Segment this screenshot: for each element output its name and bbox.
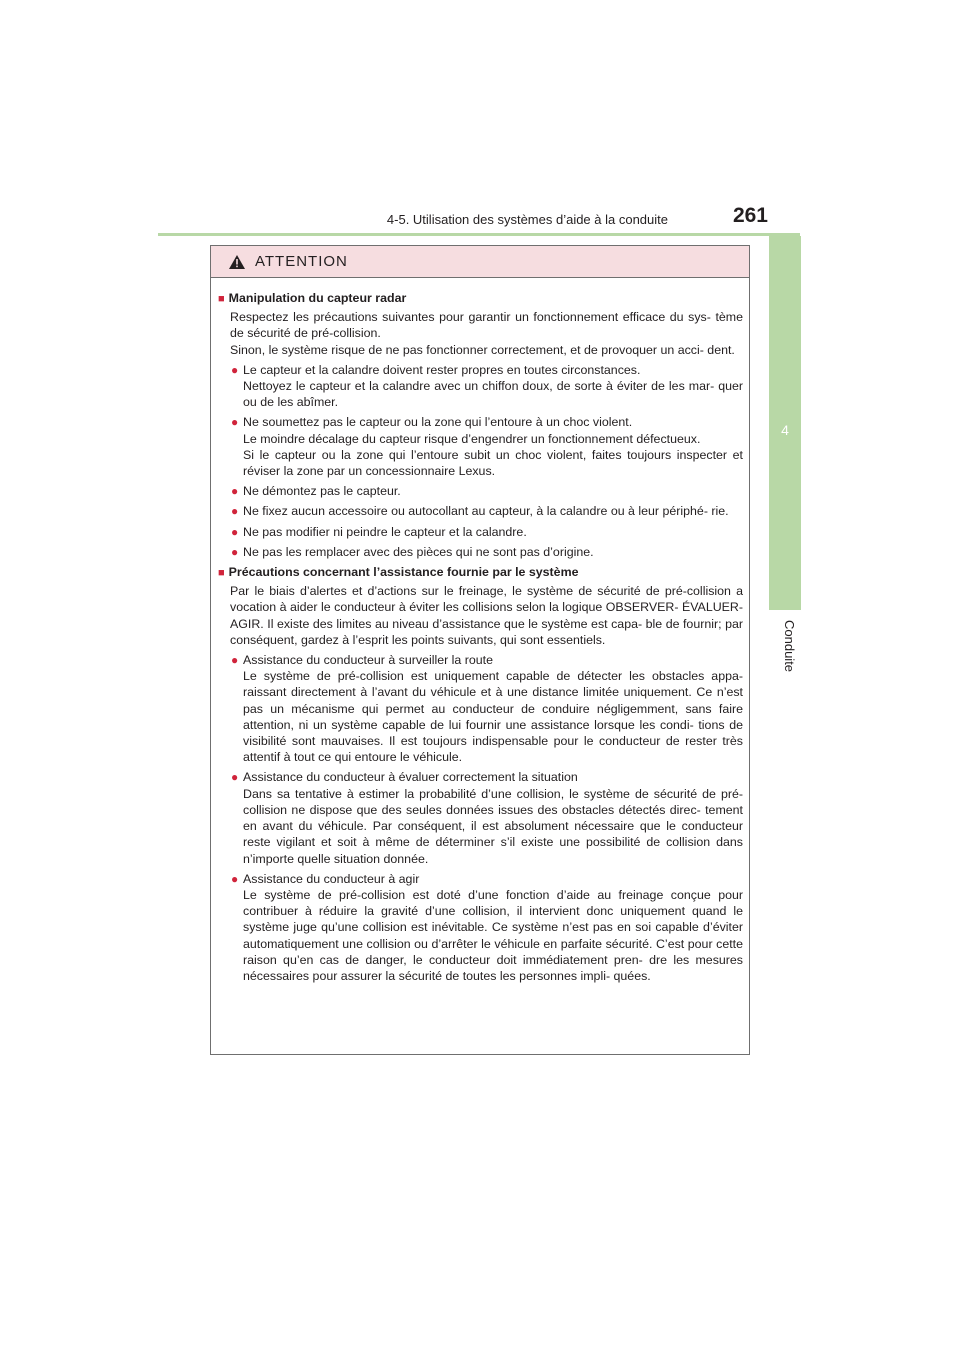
section-heading bbox=[218, 564, 743, 581]
bullet-line: Le système de pré-collision est uniquement capable de détecter les obstacles appa- raissant directement à l’avant du véhicule et à une distance limitée uniquement. Ce n’est pas un mécanisme qui permet au conducteur de conduire négligemment, sans faire attention, ni un système capable de lui fournir une assistance lorsque les condi- tions de visibilité sont mauvaises. Il est toujours indispensable pour le conducteur de rester très attentif à tout ce qui entoure le véhicule. bbox=[243, 669, 743, 765]
paragraph bbox=[218, 583, 743, 648]
bullet-dot-icon: ● bbox=[231, 524, 239, 539]
bullet-dot-icon: ● bbox=[231, 544, 239, 559]
list-item bbox=[218, 483, 743, 499]
paragraph-text: Respectez les précautions suivantes pour garantir un fonctionnement efficace du sys- tème de sécurité de pré-collision. bbox=[230, 310, 743, 341]
list-item bbox=[218, 414, 743, 479]
page-number: 261 bbox=[732, 204, 768, 227]
list-item bbox=[218, 362, 743, 411]
section-title: 4-5. Utilisation des systèmes d’aide à la conduite bbox=[386, 212, 668, 227]
paragraph-text: Sinon, le système risque de ne pas fonctionner correctement, et de provoquer un acci- dent. bbox=[230, 342, 735, 357]
bullet-line: Assistance du conducteur à évaluer correctement la situation bbox=[243, 770, 578, 785]
warning-triangle-icon bbox=[229, 255, 245, 269]
bullet-line: Assistance du conducteur à agir bbox=[243, 871, 420, 886]
bullet-dot-icon: ● bbox=[231, 770, 239, 785]
chapter-tab bbox=[769, 236, 801, 610]
section-radar bbox=[218, 290, 743, 560]
list-item bbox=[218, 544, 743, 560]
section-heading bbox=[218, 290, 743, 307]
bullet-line: Le capteur et la calandre doivent rester propres en toutes circonstances. bbox=[243, 362, 641, 377]
section-heading-text: Manipulation du capteur radar bbox=[228, 291, 407, 305]
warning-header bbox=[211, 246, 749, 278]
section-assistance bbox=[218, 564, 743, 984]
paragraph bbox=[218, 309, 743, 341]
square-bullet-icon: ■ bbox=[218, 567, 225, 580]
bullet-line: Dans sa tentative à estimer la probabilité d’une collision, le système de sécurité de pré-collision ne dispose que des seules données issues des obstacles détectés direc- tement en avant du véhicule. Par conséquent, il est absolument nécessaire que le conducteur reste vigilant et soit à même de déterminer s’il existe une possibilité de collision dans n’importe quelle situation donnée. bbox=[243, 786, 743, 866]
bullet-line: Nettoyez le capteur et la calandre avec un chiffon doux, de sorte à éviter de les mar- quer ou de les abîmer. bbox=[243, 379, 743, 410]
bullet-dot-icon: ● bbox=[231, 484, 239, 499]
square-bullet-icon: ■ bbox=[218, 293, 225, 305]
chapter-number: 4 bbox=[781, 422, 789, 438]
bullet-line: Assistance du conducteur à surveiller la route bbox=[243, 653, 494, 668]
chapter-label: Conduite bbox=[782, 620, 797, 673]
bullet-dot-icon: ● bbox=[231, 504, 239, 519]
paragraph bbox=[218, 342, 743, 358]
list-item bbox=[218, 524, 743, 540]
bullet-dot-icon: ● bbox=[231, 871, 239, 886]
bullet-line: Ne soumettez pas le capteur ou la zone qui l’entoure à un choc violent. bbox=[243, 415, 633, 430]
bullet-dot-icon: ● bbox=[231, 362, 239, 377]
bullet-dot-icon: ● bbox=[231, 415, 239, 430]
list-item bbox=[218, 652, 743, 765]
bullet-line: Si le capteur ou la zone qui l’entoure subit un choc violent, faites toujours inspecter et réviser la zone par un concessionnaire Lexus. bbox=[243, 447, 743, 479]
paragraph-text: Par le biais d’alertes et d’actions sur le freinage, le système de sécurité de pré-collision a vocation à aider le conducteur à éviter les collisions selon la logique OBSERVER- ÉVALUER-AGIR. Il existe des limites au niveau d’assistance que le système est capa- ble de fournir; par conséquent, gardez à l’esprit les points suivants, qui sont essentiels. bbox=[230, 584, 743, 647]
bullet-line: Ne pas les remplacer avec des pièces qui ne sont pas d’origine. bbox=[243, 544, 594, 559]
warning-content bbox=[211, 278, 749, 984]
header-rule bbox=[158, 233, 800, 236]
section-heading-text: Précautions concernant l’assistance fournie par le système bbox=[228, 565, 579, 580]
bullet-line: Ne pas modifier ni peindre le capteur et la calandre. bbox=[243, 524, 527, 539]
list-item bbox=[218, 503, 743, 519]
bullet-line: Ne démontez pas le capteur. bbox=[243, 484, 401, 499]
bullet-line: Ne fixez aucun accessoire ou autocollant au capteur, à la calandre ou à leur périphé- rie. bbox=[243, 504, 729, 519]
page-header bbox=[158, 206, 800, 236]
warning-box bbox=[210, 245, 750, 1055]
bullet-line: Le système de pré-collision est doté d’une fonction d’aide au freinage conçue pour contribuer à réduire la gravité d’une collision, il intervient donc uniquement quand le système juge qu’une collision est inévitable. Ce système n’est pas en soi capable d’éviter automatiquement une collision ou d’arrêter le véhicule en parfaite sécurité. C’est pour cette raison qu’en cas de danger, le conducteur doit immédiatement pren- dre les mesures nécessaires pour assurer la sécurité de toutes les personnes impli- quées. bbox=[243, 887, 743, 983]
list-item bbox=[218, 871, 743, 984]
bullet-line: Le moindre décalage du capteur risque d’engendrer un fonctionnement défectueux. bbox=[243, 431, 701, 446]
list-item bbox=[218, 769, 743, 866]
bullet-dot-icon: ● bbox=[231, 653, 239, 668]
warning-title: ATTENTION bbox=[255, 253, 348, 270]
